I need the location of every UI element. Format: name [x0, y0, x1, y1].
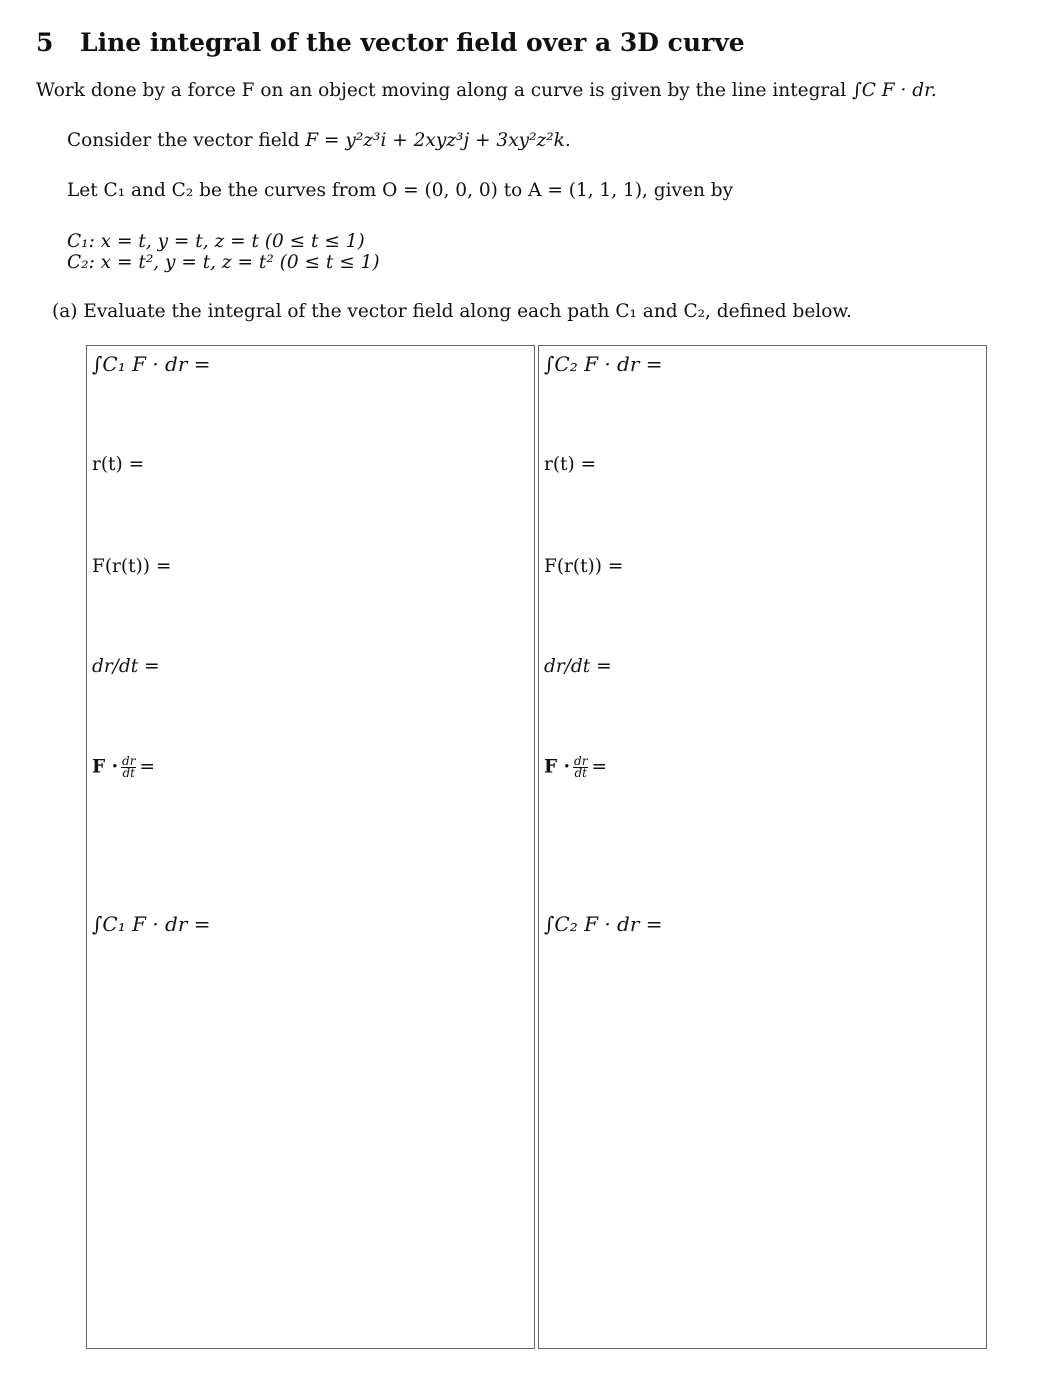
c2-r-t-label: r(t) =	[544, 454, 597, 475]
field-paragraph	[67, 130, 571, 151]
c2-dr-dt-fraction: $\frac{dr}{dt}$	[574, 754, 588, 780]
part-a-prompt: (a) Evaluate the integral of the vector field along each path C₁ and C₂, defined below.	[52, 301, 852, 322]
intro-integral: ∫C F · dr.	[852, 80, 937, 101]
curve-c2-definition: C₂: x = t², y = t, z = t² (0 ≤ t ≤ 1)	[67, 252, 380, 273]
c1-integral-label-bottom: ∫C₁ F · dr =	[92, 912, 211, 936]
intro-text: Work done by a force F on an object moving along a curve is given by the line integral	[36, 80, 847, 101]
curve-c1-definition: C₁: x = t, y = t, z = t (0 ≤ t ≤ 1)	[67, 231, 365, 252]
c1-r-t-label: r(t) =	[92, 454, 145, 475]
c1-F-r-t-label: F(r(t)) =	[92, 556, 172, 577]
c2-F-dot-label: F · $\frac{dr}{dt}$ =	[544, 754, 607, 780]
section-title: Line integral of the vector field over a 3D curve	[80, 28, 745, 57]
section-heading	[36, 28, 745, 57]
c2-integral-label-top: ∫C₂ F · dr =	[544, 352, 663, 376]
c2-integral-label-bottom: ∫C₂ F · dr =	[544, 912, 663, 936]
c1-dr-dt-fraction: $\frac{dr}{dt}$	[122, 754, 136, 780]
field-expression: F = y²z³i + 2xyz³j + 3xy²z²k.	[305, 130, 571, 151]
curve-definitions	[67, 231, 380, 273]
section-number: 5	[36, 28, 54, 57]
c2-F-r-t-label: F(r(t)) =	[544, 556, 624, 577]
c1-integral-label-top: ∫C₁ F · dr =	[92, 352, 211, 376]
c1-dr-dt-label: dr/dt =	[92, 656, 160, 677]
field-prefix: Consider the vector field	[67, 130, 300, 151]
curves-intro: Let C₁ and C₂ be the curves from O = (0, 0, 0) to A = (1, 1, 1), given by	[67, 180, 734, 201]
answer-box-c2[interactable]	[538, 345, 987, 1349]
c2-dr-dt-label: dr/dt =	[544, 656, 612, 677]
intro-paragraph	[36, 80, 937, 101]
c1-F-dot-label: F · $\frac{dr}{dt}$ =	[92, 754, 155, 780]
answer-box-c1[interactable]	[86, 345, 535, 1349]
